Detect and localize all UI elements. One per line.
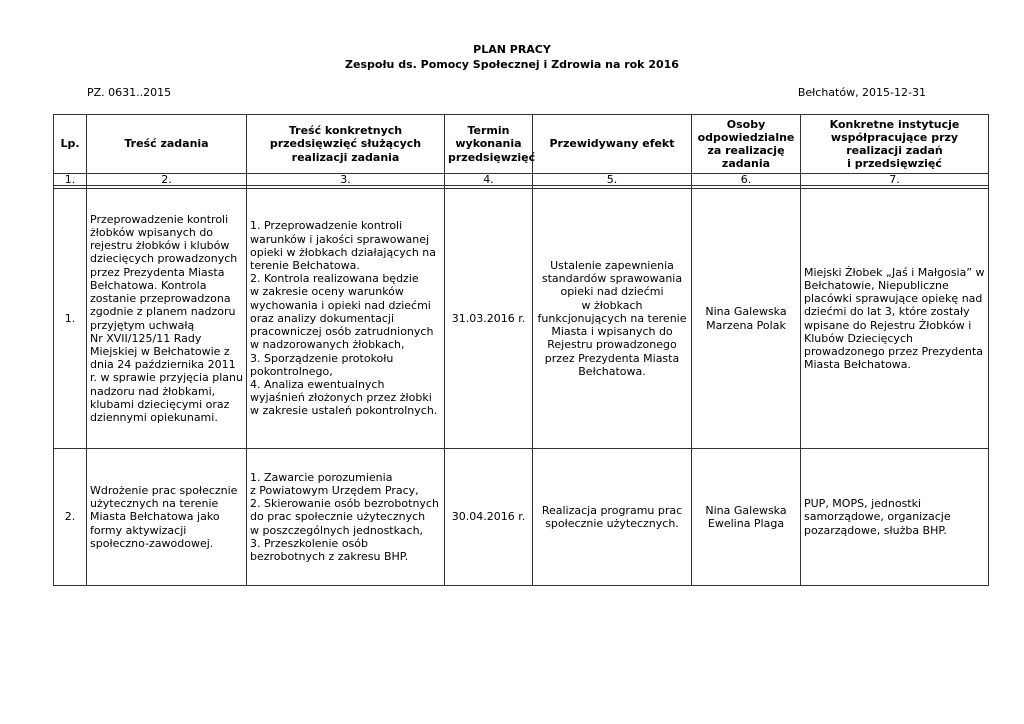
row-task: Przeprowadzenie kontroli żłobków wpisanych do rejestru żłobków i klubów dziecięcych prowadzonych przez Prezydenta Miasta Bełchatowa. Kontrola zostanie przeprowadzona zgodnie z planem nadzoru przyjętym uchwałą Nr XVII/125/11 Rady Miejskiej w Bełchatowie z dnia 24 października 2011 r. w sprawie przyjęcia planu nadzoru nad żłobkami, klubami dziecięcymi oraz dziennymi opiekunami. (87, 189, 247, 449)
column-number: 2. (87, 174, 247, 186)
col-header-actions: Treść konkretnych przedsięwzięć służących realizacji zadania (247, 115, 445, 174)
column-number: 3. (247, 174, 445, 186)
table-row (54, 189, 989, 449)
column-number: 4. (445, 174, 533, 186)
work-plan-table (53, 114, 989, 586)
row-actions: 1. Zawarcie porozumienia z Powiatowym Urzędem Pracy, 2. Skierowanie osób bezrobotnych do prac społecznie użytecznych w poszczególnych jednostkach, 3. Przeszkolenie osób bezrobotnych z zakresu BHP. (247, 449, 445, 586)
page-subtitle: Zespołu ds. Pomocy Społecznej i Zdrowia na rok 2016 (345, 58, 679, 71)
row-lp: 2. (54, 449, 87, 586)
row-task: Wdrożenie prac społecznie użytecznych na terenie Miasta Bełchatowa jako formy aktywizacji społeczno-zawodowej. (87, 449, 247, 586)
col-header-lp: Lp. (54, 115, 87, 174)
row-deadline: 30.04.2016 r. (445, 449, 533, 586)
row-lp: 1. (54, 189, 87, 449)
column-number: 5. (533, 174, 692, 186)
place-date: Bełchatów, 2015-12-31 (797, 86, 926, 99)
header-row (54, 115, 989, 174)
col-header-persons: Osoby odpowiedzialne za realizację zadania (692, 115, 801, 174)
page-title: PLAN PRACY (473, 43, 551, 56)
column-number: 7. (801, 174, 989, 186)
row-effect: Realizacja programu prac społecznie użytecznych. (533, 449, 692, 586)
col-header-effect: Przewidywany efekt (533, 115, 692, 174)
row-persons: Nina Galewska Ewelina Plaga (692, 449, 801, 586)
row-persons: Nina Galewska Marzena Polak (692, 189, 801, 449)
row-deadline: 31.03.2016 r. (445, 189, 533, 449)
table-row (54, 449, 989, 586)
row-institutions: Miejski Żłobek „Jaś i Małgosia” w Bełchatowie, Niepubliczne placówki sprawujące opiekę nad dziećmi do lat 3, które zostały wpisane do Rejestru Żłobków i Klubów Dziecięcych prowadzonego przez Prezydenta Miasta Bełchatowa. (801, 189, 989, 449)
col-header-institutions: Konkretne instytucje współpracujące przy realizacji zadań i przedsięwzięć (801, 115, 989, 174)
row-effect: Ustalenie zapewnienia standardów sprawowania opieki nad dziećmi w żłobkach funkcjonujących na terenie Miasta i wpisanych do Rejestru prowadzonego przez Prezydenta Miasta Bełchatowa. (533, 189, 692, 449)
col-header-task: Treść zadania (87, 115, 247, 174)
document-reference: PZ. 0631..2015 (87, 86, 172, 99)
column-number: 6. (692, 174, 801, 186)
column-number: 1. (54, 174, 87, 186)
col-header-deadline: Termin wykonania przedsięwzięć (445, 115, 533, 174)
row-actions: 1. Przeprowadzenie kontroli warunków i jakości sprawowanej opieki w żłobkach działających na terenie Bełchatowa. 2. Kontrola realizowana będzie w zakresie oceny warunków wychowania i opieki nad dziećmi oraz analizy dokumentacji pracowniczej osób zatrudnionych w nadzorowanych żłobkach, 3. Sporządzenie protokołu pokontrolnego, 4. Analiza ewentualnych wyjaśnień złożonych przez żłobki w zakresie ustaleń pokontrolnych. (247, 189, 445, 449)
row-institutions: PUP, MOPS, jednostki samorządowe, organizacje pozarządowe, służba BHP. (801, 449, 989, 586)
column-number-row (54, 174, 989, 186)
